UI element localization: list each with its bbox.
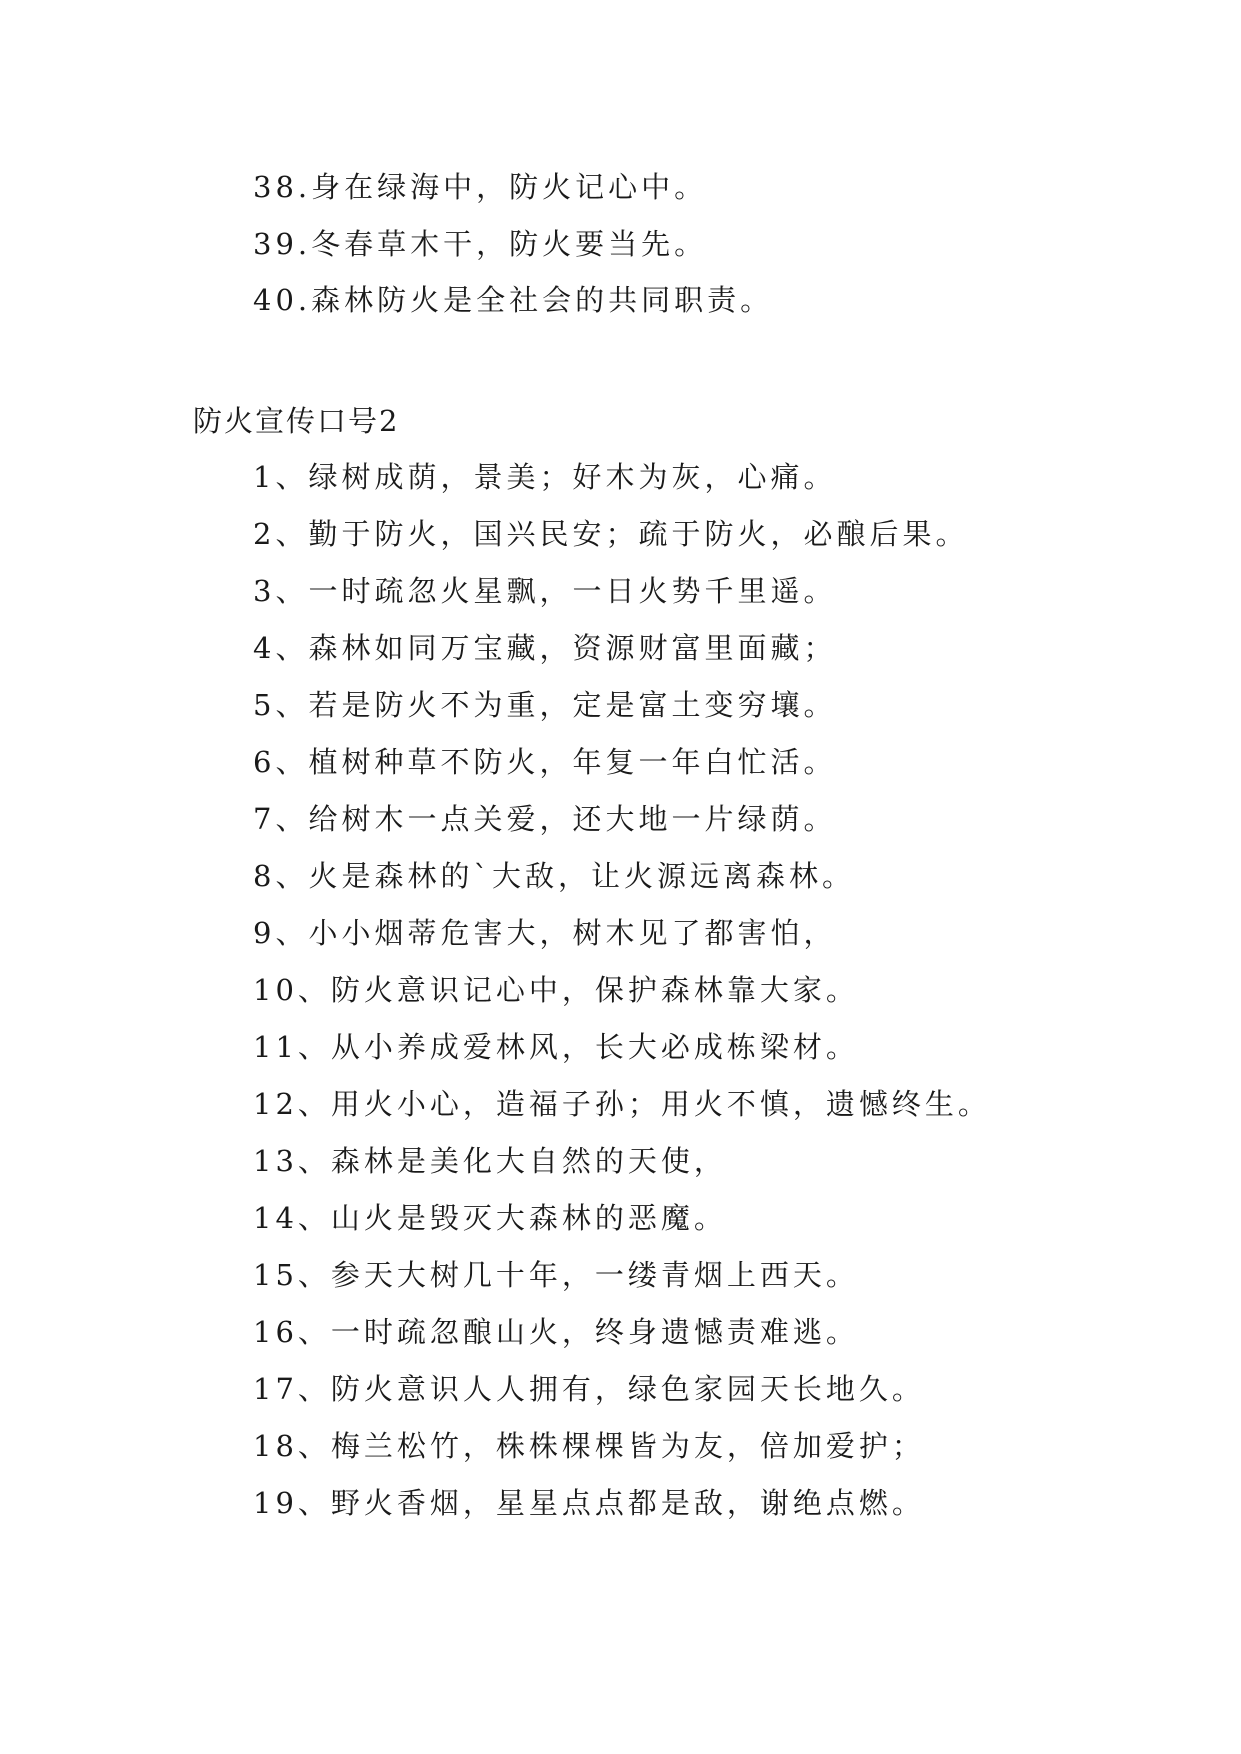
slogan-6: 6、植树种草不防火，年复一年白忙活。 [253,745,837,779]
slogan-4: 4、森林如同万宝藏，资源财富里面藏； [253,631,837,665]
slogan-18: 18、梅兰松竹，株株棵棵皆为友，倍加爱护； [253,1429,925,1463]
slogan-11: 11、从小养成爱林风，长大必成栋梁材。 [253,1030,859,1064]
slogan-1: 1、绿树成荫，景美；好木为灰，心痛。 [253,460,837,494]
slogan-7: 7、给树木一点关爱，还大地一片绿荫。 [253,802,837,836]
slogan-17: 17、防火意识人人拥有，绿色家园天长地久。 [253,1372,925,1406]
slogan-9: 9、小小烟蒂危害大，树木见了都害怕， [253,916,837,950]
slogan-8: 8、火是森林的`大敌，让火源远离森林。 [253,859,855,893]
slogan-14: 14、山火是毁灭大森林的恶魔。 [253,1201,727,1235]
slogan-15: 15、参天大树几十年，一缕青烟上西天。 [253,1258,859,1292]
slogan-12: 12、用火小心，造福子孙；用火不慎，遗憾终生。 [253,1087,991,1121]
slogan-13: 13、森林是美化大自然的天使， [253,1144,727,1178]
slogan-19: 19、野火香烟，星星点点都是敌，谢绝点燃。 [253,1486,925,1520]
slogan-2: 2、勤于防火，国兴民安；疏于防火，必酿后果。 [253,517,969,551]
slogan-5: 5、若是防火不为重，定是富土变穷壤。 [253,688,837,722]
slogan-16: 16、一时疏忽酿山火，终身遗憾责难逃。 [253,1315,859,1349]
slogan-10: 10、防火意识记心中，保护森林靠大家。 [253,973,859,1007]
section-heading: 防火宣传口号2 [193,404,400,438]
slogan-38: 38.身在绿海中，防火记心中。 [253,170,708,204]
slogan-40: 40.森林防火是全社会的共同职责。 [253,283,774,317]
slogan-39: 39.冬春草木干，防火要当先。 [253,227,708,261]
slogan-3: 3、一时疏忽火星飘，一日火势千里遥。 [253,574,837,608]
